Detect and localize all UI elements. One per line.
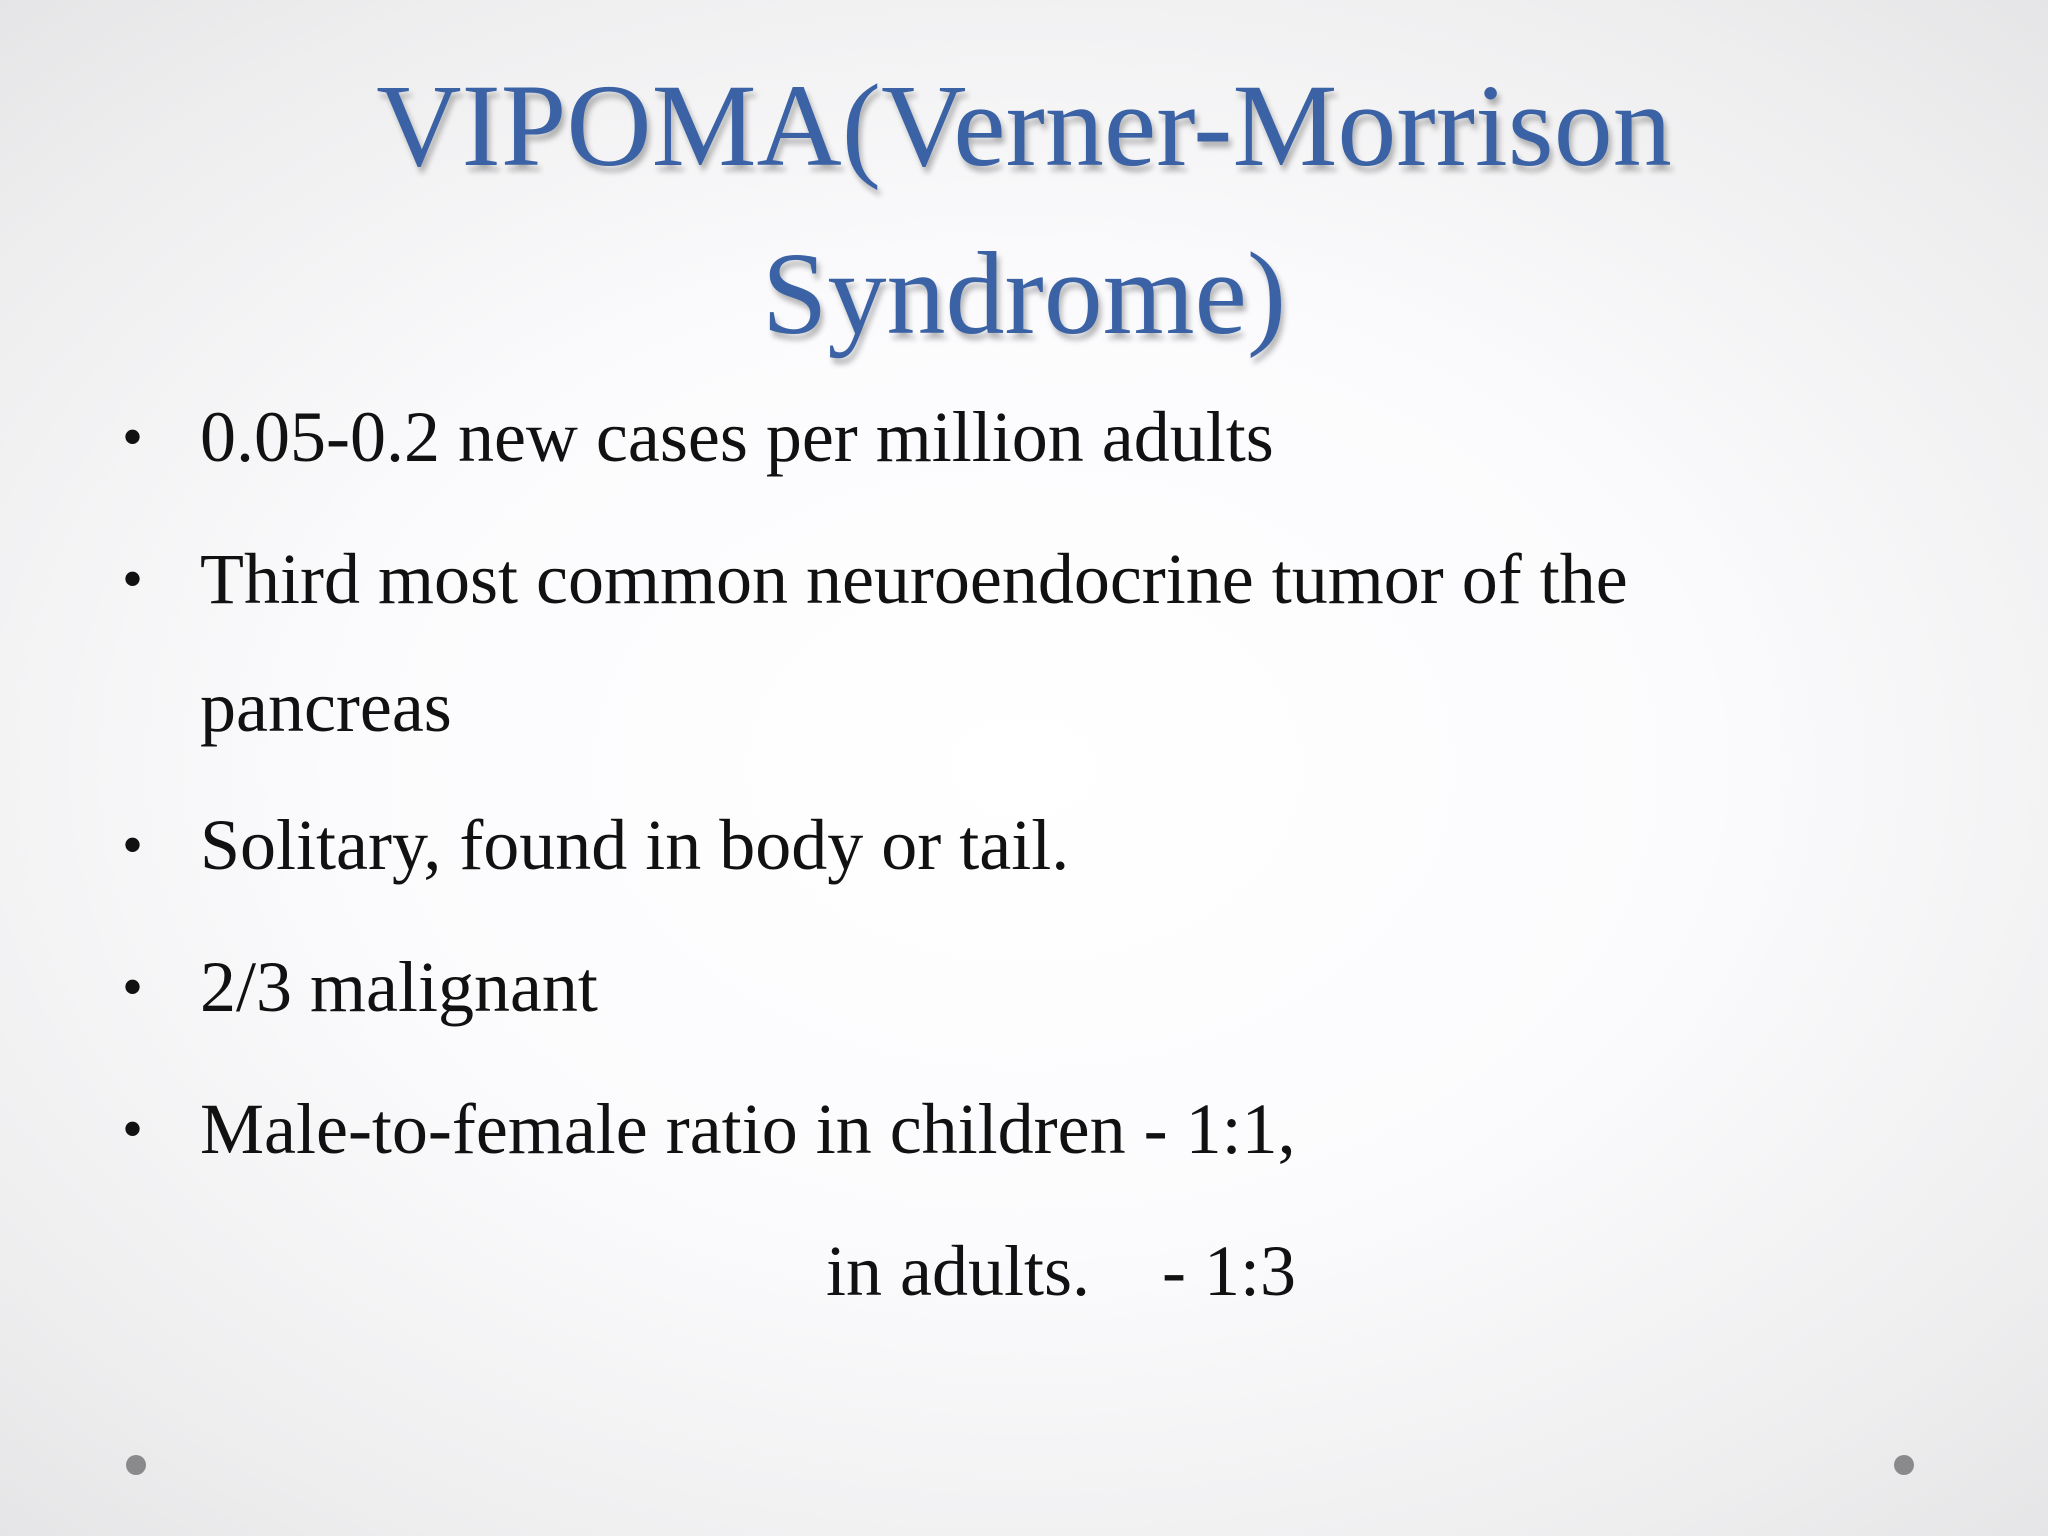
bullet-item [0, 524, 2048, 634]
bullet-text: 2/3 malignant [200, 947, 598, 1027]
bullet-text: Solitary, found in body or tail. [200, 805, 1070, 885]
bullet-continuation: in adults. - 1:3 [826, 1231, 1296, 1311]
bullet-item [0, 1074, 2048, 1184]
bullet-text: Male-to-female ratio in children - 1:1, [200, 1089, 1296, 1169]
bullet-text: Third most common neuroendocrine tumor of the [200, 539, 1628, 619]
bullet-marker: • [122, 404, 144, 470]
bullet-marker: • [122, 1096, 144, 1162]
right-dot-icon [1894, 1455, 1914, 1475]
bullet-continuation: pancreas [200, 667, 452, 747]
bullet-item [0, 382, 2048, 492]
left-dot-icon [126, 1455, 146, 1475]
bullet-marker: • [122, 954, 144, 1020]
bullet-item [0, 932, 2048, 1042]
bullet-item [0, 790, 2048, 900]
slide-title: VIPOMA(Verner-Morrison Syndrome) [376, 60, 1672, 359]
bullet-marker: • [122, 546, 144, 612]
bullet-text: 0.05-0.2 new cases per million adults [200, 397, 1274, 477]
bullet-marker: • [122, 812, 144, 878]
